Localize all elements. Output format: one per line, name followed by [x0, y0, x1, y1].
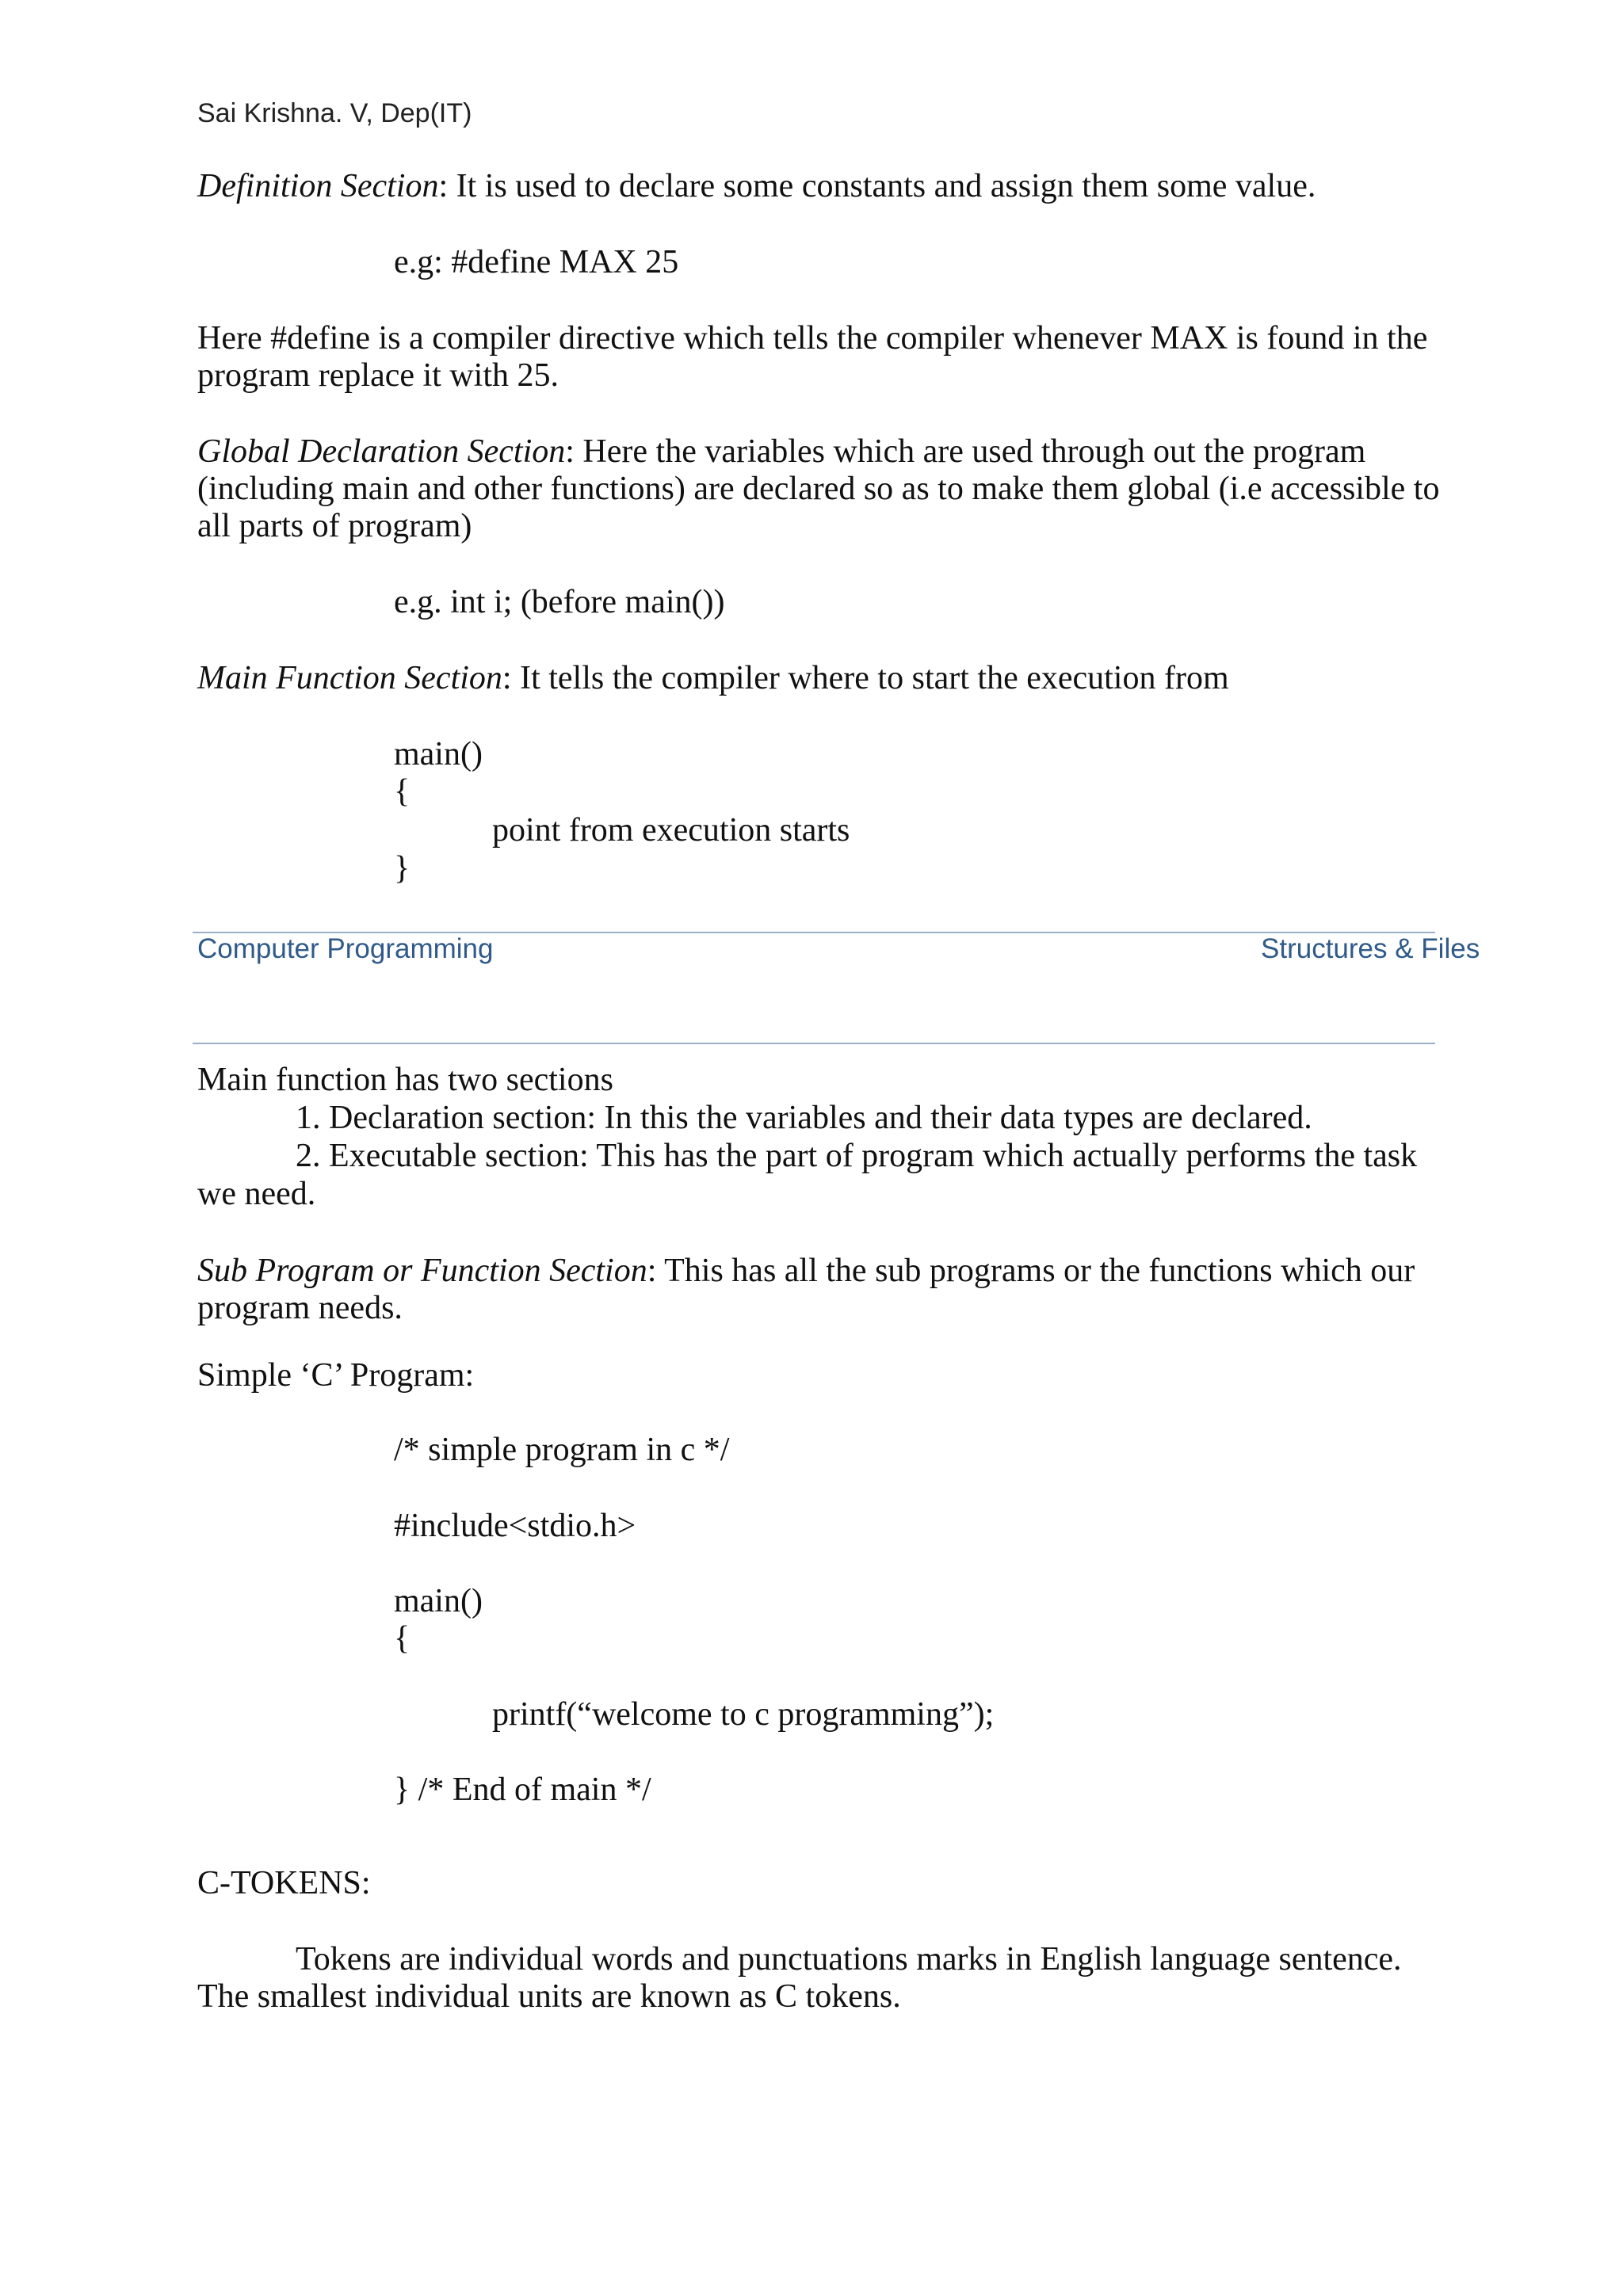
sub-program-term: Sub Program or Function Section [197, 1253, 647, 1289]
code-printf: printf(“welcome to c programming”); [492, 1696, 995, 1733]
code-include: #include<stdio.h> [394, 1508, 636, 1544]
footer-right-text: Structures & Files [1261, 933, 1480, 964]
main-section-term: Main Function Section [197, 660, 502, 696]
sub-program-paragraph [197, 1253, 1415, 1290]
global-section-text-1: : Here the variables which are used through out the program [565, 433, 1366, 470]
header-author: Sai Krishna. V, Dep(IT) [197, 98, 472, 128]
header-rule [193, 1043, 1435, 1044]
main-code-line-3: point from execution starts [492, 812, 850, 849]
main-sections-intro: Main function has two sections [197, 1062, 613, 1098]
global-example: e.g. int i; (before main()) [394, 584, 725, 620]
code-open-brace: { [394, 1620, 411, 1657]
define-example: e.g: #define MAX 25 [394, 244, 679, 280]
tokens-line-1: Tokens are individual words and punctuations marks in English language sentence. [296, 1941, 1402, 1978]
main-section-paragraph [197, 660, 1229, 697]
main-section-text: : It tells the compiler where to start the execution from [502, 660, 1229, 696]
global-section-line-1 [197, 433, 1430, 471]
list-item-executable-continued: we need. [197, 1176, 316, 1212]
tokens-line-2: The smallest individual units are known as C tokens. [197, 1978, 901, 2015]
sub-program-text-1: : This has all the sub programs or the functions which our [647, 1253, 1415, 1289]
sub-program-text-2: program needs. [197, 1290, 403, 1326]
list-item-declaration: 1. Declaration section: In this the variables and their data types are declared. [296, 1100, 1312, 1136]
define-explain-line-1: Here #define is a compiler directive which tells the compiler whenever MAX is found in the [197, 320, 1428, 357]
definition-section-paragraph [197, 168, 1316, 205]
code-main: main() [394, 1583, 483, 1619]
main-code-line-1: main() [394, 736, 483, 772]
define-explain-line-2: program replace it with 25. [197, 357, 559, 394]
definition-section-text: : It is used to declare some constants and assign them some value. [438, 168, 1316, 204]
global-section-term: Global Declaration Section [197, 433, 566, 470]
main-code-open-brace: { [394, 773, 411, 810]
definition-section-term: Definition Section [197, 168, 439, 204]
code-close: } /* End of main */ [394, 1772, 651, 1808]
simple-program-heading: Simple ‘C’ Program: [197, 1357, 475, 1394]
list-item-executable: 2. Executable section: This has the part of program which actually performs the task [296, 1138, 1418, 1174]
global-section-line-2: (including main and other functions) are declared so as to make them global (i.e accessible to [197, 471, 1440, 507]
tokens-heading: C-TOKENS: [197, 1865, 371, 1901]
main-code-close-brace: } [394, 850, 411, 887]
global-section-line-3: all parts of program) [197, 508, 472, 544]
code-comment: /* simple program in c */ [394, 1432, 730, 1468]
footer-left-text: Computer Programming [197, 933, 494, 964]
